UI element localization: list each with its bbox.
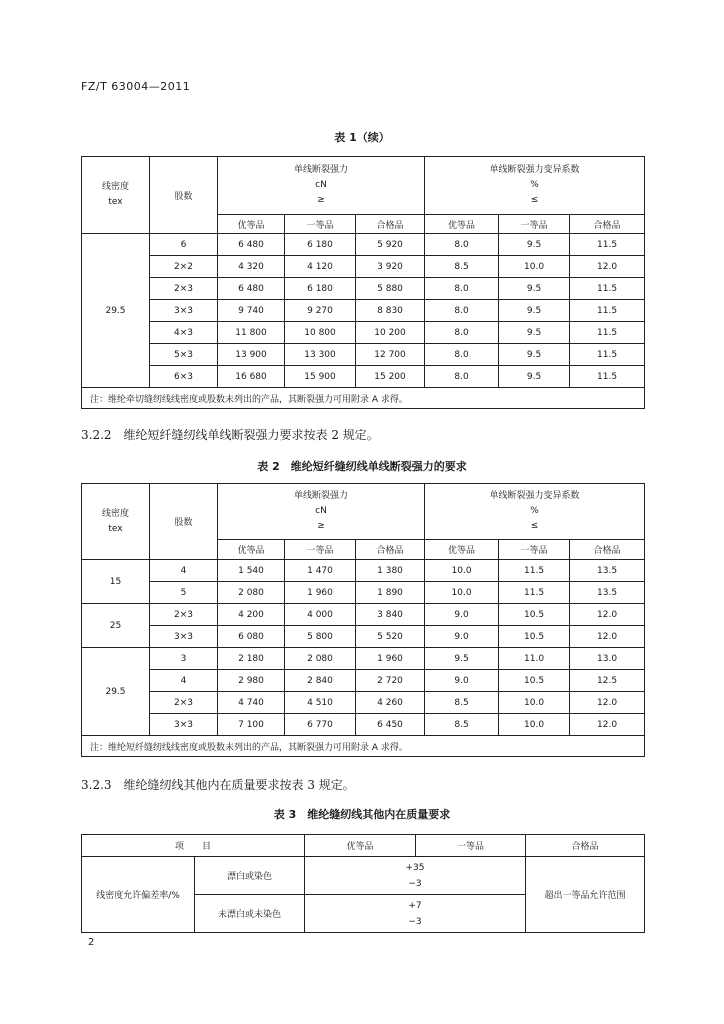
grade-first-header: 一等品 [285, 215, 356, 234]
strength-cell: 1 380 [356, 560, 425, 582]
strength-cell: 4 000 [285, 604, 356, 626]
cv-cell: 9.0 [425, 670, 499, 692]
table-row [82, 692, 645, 714]
density-header: 线密度 tex [82, 484, 150, 560]
strength-cell: 8 830 [356, 300, 425, 322]
ply-cell: 4×3 [150, 322, 218, 344]
ply-cell: 2×3 [150, 692, 218, 714]
table-row [82, 626, 645, 648]
strength-cell: 9 270 [285, 300, 356, 322]
cv-cell: 9.5 [499, 322, 570, 344]
cv-header: 单线断裂强力变异系数 % ≤ [425, 157, 645, 215]
strength-cell: 4 200 [218, 604, 285, 626]
strength-cell: 4 120 [285, 256, 356, 278]
strength-cell: 1 540 [218, 560, 285, 582]
strength-cell: 10 800 [285, 322, 356, 344]
cv-cell: 9.5 [499, 366, 570, 388]
density-header: 线密度 tex [82, 157, 150, 234]
standard-code: FZ/T 63004—2011 [81, 80, 191, 93]
cv-cell: 12.5 [570, 670, 645, 692]
strength-cell: 4 320 [218, 256, 285, 278]
cv-cell: 10.5 [499, 670, 570, 692]
unbleached-undyed-label: 未漂白或未染色 [195, 895, 305, 933]
strength-header: 单线断裂强力 cN ≥ [218, 484, 425, 540]
strength-cell: 2 080 [285, 648, 356, 670]
ply-cell: 3×3 [150, 300, 218, 322]
strength-cell: 2 980 [218, 670, 285, 692]
table2-caption: 表 2 维纶短纤缝纫线单线断裂强力的要求 [257, 460, 467, 473]
strength-cell: 13 300 [285, 344, 356, 366]
cv-cell: 11.5 [499, 560, 570, 582]
cv-cell: 11.5 [570, 322, 645, 344]
grade-superior-header: 优等品 [425, 540, 499, 560]
density-cell: 25 [82, 604, 150, 648]
table-row [82, 714, 645, 736]
cv-cell: 9.5 [499, 344, 570, 366]
density-cell: 15 [82, 560, 150, 604]
table-row [82, 604, 645, 626]
grade-first-header: 一等品 [285, 540, 356, 560]
grade-first-header: 一等品 [499, 215, 570, 234]
ply-cell: 5×3 [150, 344, 218, 366]
ply-cell: 3×3 [150, 626, 218, 648]
table3 [81, 834, 645, 933]
table-row [82, 582, 645, 604]
cv-cell: 11.0 [499, 648, 570, 670]
strength-cell: 1 890 [356, 582, 425, 604]
cv-cell: 12.0 [570, 604, 645, 626]
strength-cell: 2 840 [285, 670, 356, 692]
ply-cell: 6 [150, 234, 218, 256]
strength-cell: 15 200 [356, 366, 425, 388]
cv-cell: 12.0 [570, 692, 645, 714]
table-row [82, 256, 645, 278]
ply-cell: 3 [150, 648, 218, 670]
strength-cell: 4 510 [285, 692, 356, 714]
strength-cell: 6 080 [218, 626, 285, 648]
grade-qualified-header: 合格品 [570, 540, 645, 560]
ply-cell: 5 [150, 582, 218, 604]
cv-cell: 12.0 [570, 714, 645, 736]
table-row [82, 300, 645, 322]
page-number: 2 [88, 937, 95, 948]
strength-cell: 2 720 [356, 670, 425, 692]
grade-first-header: 一等品 [499, 540, 570, 560]
table2-note: 注：维纶短纤缝纫线线密度或股数未列出的产品，其断裂强力可用附录 A 求得。 [82, 736, 645, 757]
strength-cell: 6 180 [285, 278, 356, 300]
grade-superior-header: 优等品 [305, 835, 416, 857]
strength-cell: 1 960 [285, 582, 356, 604]
table-row [82, 366, 645, 388]
clause-3-2-2: 3.2.2 维纶短纤缝纫线单线断裂强力要求按表 2 规定。 [81, 428, 379, 442]
table1-caption: 表 1（续） [334, 131, 390, 144]
table-row [82, 857, 645, 895]
cv-cell: 13.5 [570, 582, 645, 604]
qualified-tolerance: 超出一等品允许范围 [526, 857, 645, 933]
strength-cell: 5 920 [356, 234, 425, 256]
grade-qualified-header: 合格品 [526, 835, 645, 857]
grade-superior-header: 优等品 [218, 215, 285, 234]
table1 [81, 156, 645, 409]
table1-note: 注：维纶牵切缝纫线线密度或股数未列出的产品，其断裂强力可用附录 A 求得。 [82, 388, 645, 409]
strength-cell: 4 740 [218, 692, 285, 714]
cv-cell: 9.5 [499, 234, 570, 256]
table-row [82, 670, 645, 692]
strength-cell: 1 960 [356, 648, 425, 670]
cv-cell: 11.5 [570, 300, 645, 322]
grade-first-header: 一等品 [416, 835, 526, 857]
strength-cell: 9 740 [218, 300, 285, 322]
strength-cell: 3 840 [356, 604, 425, 626]
cv-cell: 11.5 [570, 234, 645, 256]
table2 [81, 483, 645, 757]
table-row [82, 648, 645, 670]
cv-cell: 9.0 [425, 626, 499, 648]
grade-qualified-header: 合格品 [356, 540, 425, 560]
strength-cell: 5 880 [356, 278, 425, 300]
ply-header: 股数 [150, 484, 218, 560]
cv-cell: 11.5 [570, 278, 645, 300]
cv-cell: 8.0 [425, 344, 499, 366]
cv-cell: 8.5 [425, 692, 499, 714]
cv-cell: 8.0 [425, 366, 499, 388]
cv-cell: 8.0 [425, 278, 499, 300]
cv-cell: 9.5 [499, 300, 570, 322]
cv-cell: 11.5 [570, 344, 645, 366]
ply-cell: 6×3 [150, 366, 218, 388]
cv-cell: 8.0 [425, 300, 499, 322]
cv-cell: 12.0 [570, 626, 645, 648]
strength-cell: 2 080 [218, 582, 285, 604]
cv-header: 单线断裂强力变异系数 % ≤ [425, 484, 645, 540]
grade-superior-header: 优等品 [425, 215, 499, 234]
strength-cell: 4 260 [356, 692, 425, 714]
cv-cell: 10.0 [499, 692, 570, 714]
ply-cell: 2×3 [150, 278, 218, 300]
cv-cell: 9.0 [425, 604, 499, 626]
cv-cell: 8.0 [425, 234, 499, 256]
bleached-dyed-tolerance: +35 −3 [305, 857, 526, 895]
table-row [82, 322, 645, 344]
cv-cell: 8.5 [425, 256, 499, 278]
ply-header: 股数 [150, 157, 218, 234]
strength-cell: 5 520 [356, 626, 425, 648]
ply-cell: 4 [150, 560, 218, 582]
cv-cell: 11.5 [570, 366, 645, 388]
item-header: 项 目 [82, 835, 305, 857]
strength-cell: 5 800 [285, 626, 356, 648]
strength-cell: 16 680 [218, 366, 285, 388]
cv-cell: 10.5 [499, 626, 570, 648]
ply-cell: 3×3 [150, 714, 218, 736]
cv-cell: 8.5 [425, 714, 499, 736]
cv-cell: 10.0 [499, 256, 570, 278]
table3-caption: 表 3 维纶缝纫线其他内在质量要求 [273, 808, 451, 821]
strength-cell: 13 900 [218, 344, 285, 366]
density-tolerance-label: 线密度允许偏差率/% [82, 857, 195, 933]
strength-header: 单线断裂强力 cN ≥ [218, 157, 425, 215]
cv-cell: 9.5 [425, 648, 499, 670]
cv-cell: 11.5 [499, 582, 570, 604]
cv-cell: 12.0 [570, 256, 645, 278]
bleached-dyed-label: 漂白或染色 [195, 857, 305, 895]
strength-cell: 15 900 [285, 366, 356, 388]
grade-qualified-header: 合格品 [570, 215, 645, 234]
ply-cell: 2×3 [150, 604, 218, 626]
unbleached-undyed-tolerance: +7 −3 [305, 895, 526, 933]
density-cell: 29.5 [82, 234, 150, 388]
strength-cell: 1 470 [285, 560, 356, 582]
strength-cell: 6 480 [218, 234, 285, 256]
cv-cell: 13.5 [570, 560, 645, 582]
table-row [82, 560, 645, 582]
table-row [82, 234, 645, 256]
strength-cell: 3 920 [356, 256, 425, 278]
strength-cell: 6 180 [285, 234, 356, 256]
strength-cell: 6 480 [218, 278, 285, 300]
strength-cell: 10 200 [356, 322, 425, 344]
cv-cell: 10.0 [425, 560, 499, 582]
strength-cell: 12 700 [356, 344, 425, 366]
cv-cell: 10.0 [425, 582, 499, 604]
density-cell: 29.5 [82, 648, 150, 736]
strength-cell: 7 100 [218, 714, 285, 736]
strength-cell: 11 800 [218, 322, 285, 344]
grade-superior-header: 优等品 [218, 540, 285, 560]
grade-qualified-header: 合格品 [356, 215, 425, 234]
cv-cell: 8.0 [425, 322, 499, 344]
ply-cell: 4 [150, 670, 218, 692]
table-row [82, 344, 645, 366]
strength-cell: 2 180 [218, 648, 285, 670]
cv-cell: 13.0 [570, 648, 645, 670]
cv-cell: 10.0 [499, 714, 570, 736]
clause-3-2-3: 3.2.3 维纶缝纫线其他内在质量要求按表 3 规定。 [81, 778, 355, 792]
strength-cell: 6 450 [356, 714, 425, 736]
ply-cell: 2×2 [150, 256, 218, 278]
cv-cell: 10.5 [499, 604, 570, 626]
cv-cell: 9.5 [499, 278, 570, 300]
table-row [82, 278, 645, 300]
strength-cell: 6 770 [285, 714, 356, 736]
